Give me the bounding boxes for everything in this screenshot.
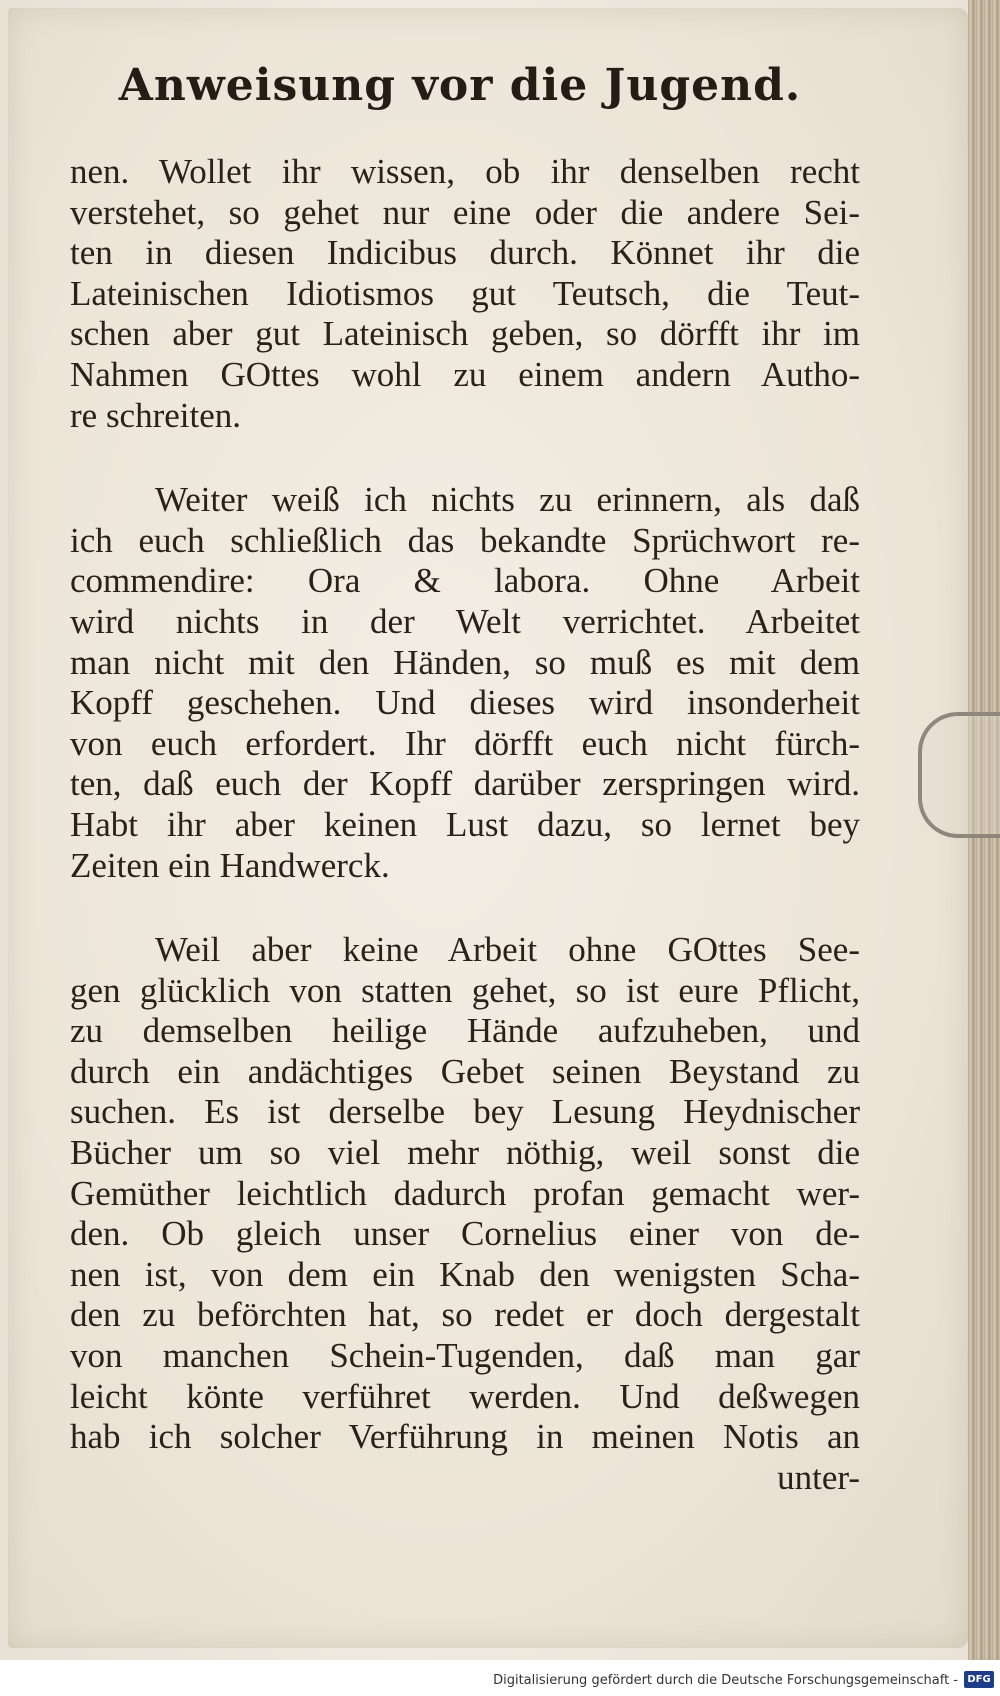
text-line: ich euch schließlich das bekandte Sprüchwort re- — [70, 520, 860, 560]
text-line: schen aber gut Lateinisch geben, so dörfft ihr im — [70, 314, 860, 354]
text-line: re schreiten. — [70, 395, 242, 435]
text-line: ten in diesen Indicibus durch. Könnet ihr die — [70, 233, 860, 273]
text-line: von euch erfordert. Ihr dörfft euch nicht fürch- — [70, 723, 860, 763]
catchword: unter- — [777, 1457, 860, 1497]
text-line: commendire: Ora & labora. Ohne Arbeit — [70, 561, 860, 601]
paragraph-gap — [70, 886, 860, 930]
paragraph-gap — [70, 436, 860, 480]
text-line: zu demselben heilige Hände aufzuheben, und — [70, 1011, 860, 1051]
text-line: suchen. Es ist derselbe bey Lesung Heydnischer — [70, 1092, 860, 1132]
text-line: Zeiten ein Handwerck. — [70, 845, 390, 885]
text-line: Bücher um so viel mehr nöthig, weil sonst die — [70, 1133, 860, 1173]
text-line: leicht könte verführet werden. Und deßwegen — [70, 1376, 860, 1416]
text-line: ten, daß euch der Kopff darüber zerspringen wird. — [70, 764, 860, 804]
text-line: nen. Wollet ihr wissen, ob ihr denselben recht — [70, 152, 860, 191]
text-line: von manchen Schein-Tugenden, daß man gar — [70, 1336, 860, 1376]
text-line: Gemüther leichtlich dadurch profan gemacht wer- — [70, 1173, 860, 1213]
footer-bar — [0, 1666, 1000, 1696]
digitization-credit: Digitalisierung gefördert durch die Deutsche Forschungsgemeinschaft - — [493, 1673, 958, 1688]
text-line: den zu beförchten hat, so redet er doch dergestalt — [70, 1295, 860, 1335]
text-line: man nicht mit den Händen, so muß es mit dem — [70, 642, 860, 682]
running-head: Anweisung vor die Jugend. — [118, 60, 802, 111]
text-line: Habt ihr aber keinen Lust dazu, so lernet bey — [70, 804, 860, 844]
text-line: den. Ob gleich unser Cornelius einer von de- — [70, 1214, 860, 1254]
text-line: Weiter weiß ich nichts zu erinnern, als daß — [155, 480, 860, 520]
text-line: gen glücklich von statten gehet, so ist eure Pflicht, — [70, 970, 860, 1010]
text-line: nen ist, von dem ein Knab den wenigsten Scha- — [70, 1254, 860, 1294]
text-line: verstehet, so gehet nur eine oder die andere Sei- — [70, 192, 860, 232]
book-clip — [918, 712, 1000, 838]
text-line: Kopff geschehen. Und dieses wird insonderheit — [70, 683, 860, 723]
text-line: Lateinischen Idiotismos gut Teutsch, die Teut- — [70, 273, 860, 313]
dfg-logo: DFG — [964, 1671, 994, 1688]
text-line: Weil aber keine Arbeit ohne GOttes See- — [155, 930, 860, 970]
text-line: Nahmen GOttes wohl zu einem andern Autho- — [70, 354, 860, 394]
text-line: durch ein andächtiges Gebet seinen Beystand zu — [70, 1051, 860, 1091]
text-line: hab ich solcher Verführung in meinen Notis an — [70, 1417, 860, 1457]
body-text — [70, 152, 860, 1498]
text-line: wird nichts in der Welt verrichtet. Arbeitet — [70, 601, 860, 641]
